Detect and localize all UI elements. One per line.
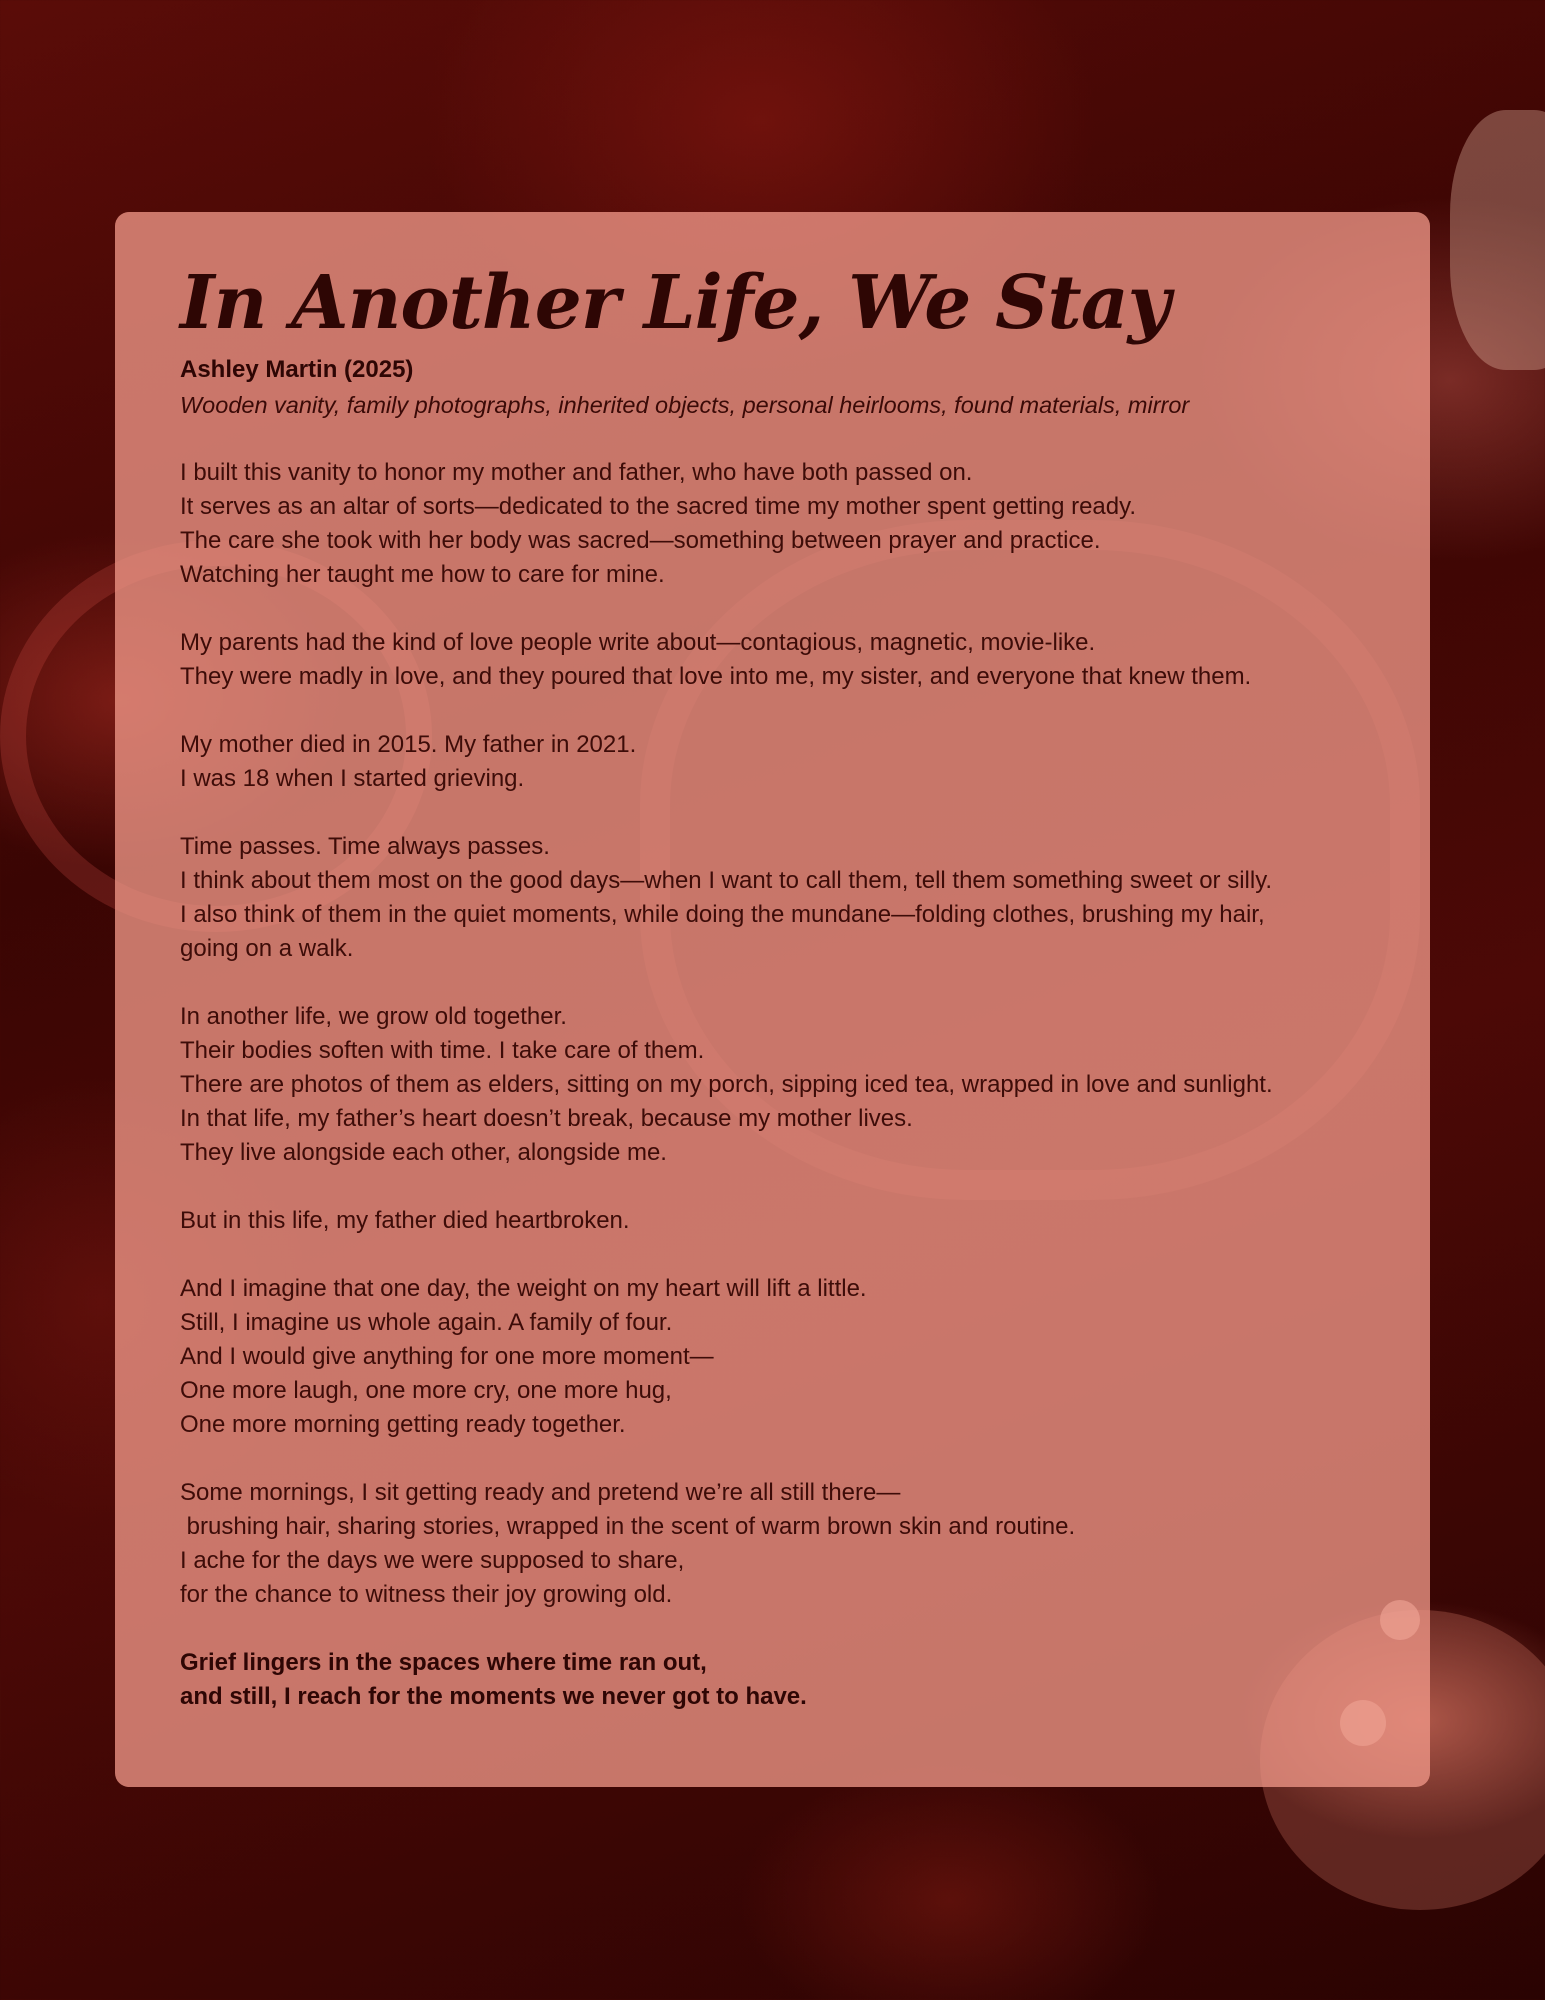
statement-line: Watching her taught me how to care for mine. xyxy=(180,561,665,588)
stanza xyxy=(180,456,1366,592)
statement-line: It serves as an altar of sorts—dedicated to the sacred time my mother spent getting ready. xyxy=(180,493,1137,520)
statement-line: brushing hair, sharing stories, wrapped in the scent of warm brown skin and routine. xyxy=(180,1513,1076,1540)
statement-line: Some mornings, I sit getting ready and pretend we’re all still there— xyxy=(180,1479,901,1506)
closing-line: and still, I reach for the moments we never got to have. xyxy=(180,1683,807,1710)
text-panel xyxy=(115,212,1430,1787)
stanza xyxy=(180,728,1366,796)
artist-credit: Ashley Martin (2025) xyxy=(180,356,414,383)
statement-line: Their bodies soften with time. I take care of them. xyxy=(180,1037,705,1064)
statement-line: Time passes. Time always passes. xyxy=(180,833,550,860)
stanza xyxy=(180,1204,1366,1238)
statement-line: In another life, we grow old together. xyxy=(180,1003,567,1030)
statement-line: And I imagine that one day, the weight on my heart will lift a little. xyxy=(180,1275,867,1302)
statement-line: My parents had the kind of love people write about—contagious, magnetic, movie-like. xyxy=(180,629,1096,656)
statement-line: I was 18 when I started grieving. xyxy=(180,765,525,792)
materials-list: Wooden vanity, family photographs, inherited objects, personal heirlooms, found materials, mirror xyxy=(180,392,1190,418)
statement-line: for the chance to witness their joy growing old. xyxy=(180,1581,673,1608)
statement-line: One more morning getting ready together. xyxy=(180,1411,626,1438)
stanza xyxy=(180,626,1366,694)
stanza xyxy=(180,1272,1366,1442)
closing-line: Grief lingers in the spaces where time ran out, xyxy=(180,1649,707,1676)
stanza xyxy=(180,1000,1366,1170)
statement-line: My mother died in 2015. My father in 2021. xyxy=(180,731,637,758)
statement-line: going on a walk. xyxy=(180,935,354,962)
statement-line: In that life, my father’s heart doesn’t break, because my mother lives. xyxy=(180,1105,913,1132)
closing-stanza xyxy=(180,1646,1366,1714)
statement-line: One more laugh, one more cry, one more hug, xyxy=(180,1377,672,1404)
statement-line: Still, I imagine us whole again. A family of four. xyxy=(180,1309,673,1336)
statement-line: I ache for the days we were supposed to share, xyxy=(180,1547,685,1574)
stanza xyxy=(180,830,1366,966)
statement-line: I built this vanity to honor my mother and father, who have both passed on. xyxy=(180,459,973,486)
statement-line: They live alongside each other, alongside me. xyxy=(180,1139,667,1166)
statement-line: I also think of them in the quiet moments, while doing the mundane—folding clothes, brushing my hair, xyxy=(180,901,1265,928)
statement-line: But in this life, my father died heartbroken. xyxy=(180,1207,630,1234)
artwork-title: In Another Life, We Stay xyxy=(180,260,1170,346)
statement-line: They were madly in love, and they poured that love into me, my sister, and everyone that knew them. xyxy=(180,663,1252,690)
statement-line: There are photos of them as elders, sitting on my porch, sipping iced tea, wrapped in love and sunlight. xyxy=(180,1071,1273,1098)
statement-line: I think about them most on the good days—when I want to call them, tell them something sweet or silly. xyxy=(180,867,1273,894)
statement-line: The care she took with her body was sacred—something between prayer and practice. xyxy=(180,527,1101,554)
background-object-highlight xyxy=(1450,110,1545,370)
artist-statement xyxy=(180,456,1366,1714)
statement-line: And I would give anything for one more moment— xyxy=(180,1343,714,1370)
stanza xyxy=(180,1476,1366,1612)
